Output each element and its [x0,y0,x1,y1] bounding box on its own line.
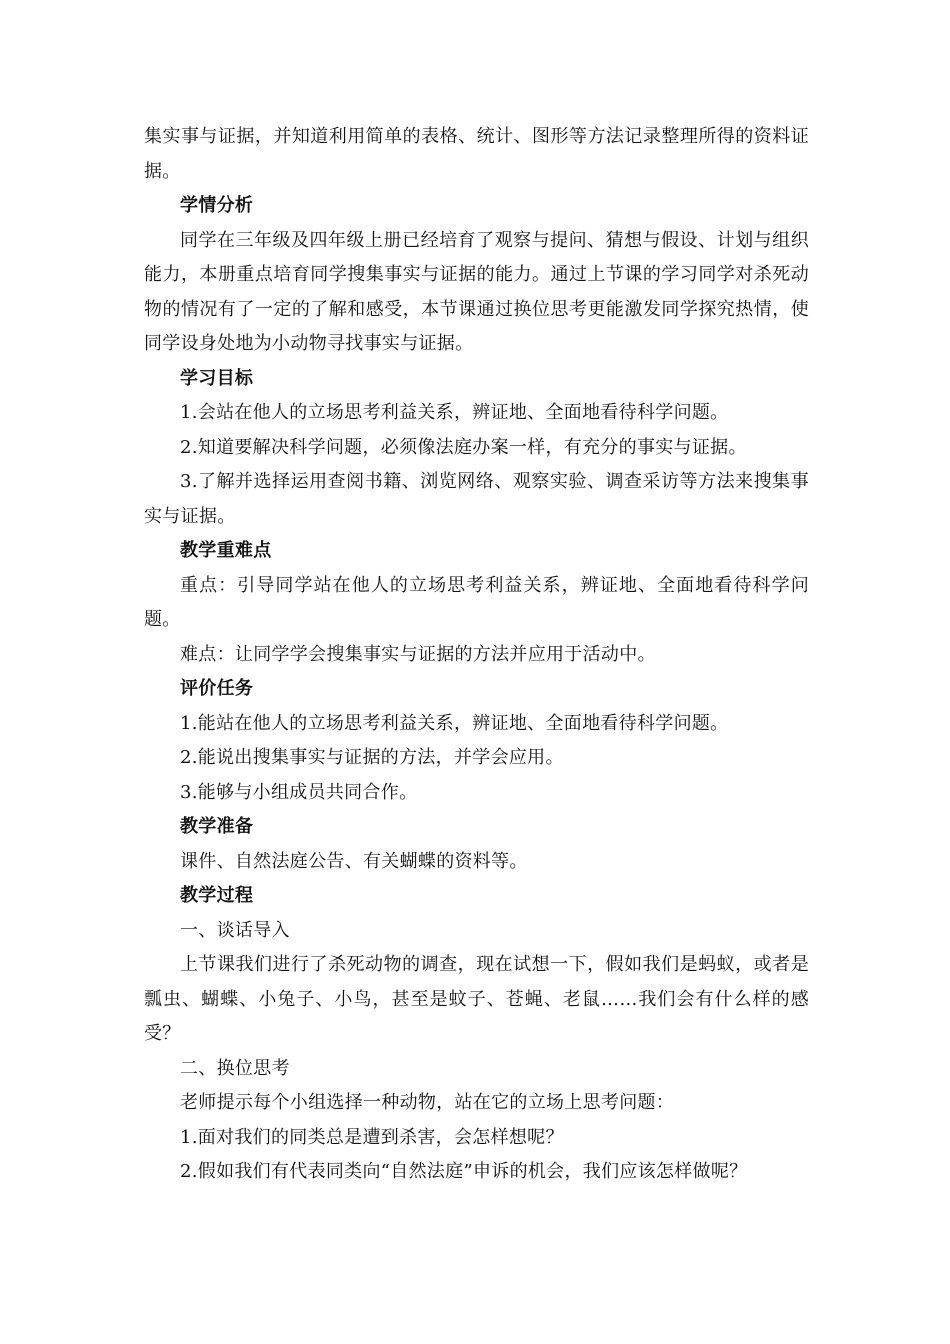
paragraph-difficult-point: 难点：让同学学会搜集事实与证据的方法并应用于活动中。 [180,643,656,665]
section-heading-teaching-preparation: 教学准备 [180,816,254,837]
list-item-goal-2: 2.知道要解决科学问题，必须像法庭办案一样，有充分的事实与证据。 [180,436,747,458]
paragraph-continuation: 集实事与证据，并知道利用简单的表格、统计、图形等方法记录整理所得的资料证据。 [144,126,809,182]
list-item-task-1: 1.能站在他人的立场思考利益关系，辨证地、全面地看待科学问题。 [180,712,729,734]
list-item-task-3: 3.能够与小组成员共同合作。 [180,781,418,803]
subheading-introduction: 一、谈话导入 [180,919,290,941]
section-heading-key-points: 教学重难点 [180,540,272,561]
section-heading-evaluation-tasks: 评价任务 [180,678,254,699]
document-page [144,120,809,1190]
list-item-goal-3: 3.了解并选择运用查阅书籍、浏览网络、观察实验、调查采访等方法来搜集事实与证据。 [144,471,809,527]
paragraph-introduction: 上节课我们进行了杀死动物的调查，现在试想一下，假如我们是蚂蚁，或者是瓢虫、蝴蝶、小兔子、小鸟，甚至是蚊子、苍蝇、老鼠……我们会有什么样的感受？ [144,954,809,1044]
subheading-perspective-thinking: 二、换位思考 [180,1057,290,1079]
section-heading-learning-analysis: 学情分析 [180,195,254,216]
list-item-goal-1: 1.会站在他人的立场思考利益关系，辨证地、全面地看待科学问题。 [180,402,729,423]
list-item-question-1: 1.面对我们的同类总是遭到杀害，会怎样想呢？ [180,1126,564,1148]
section-heading-learning-goals: 学习目标 [180,367,254,389]
section-heading-teaching-process: 教学过程 [180,885,254,906]
paragraph-preparation: 课件、自然法庭公告、有关蝴蝶的资料等。 [180,850,528,872]
list-item-question-2: 2.假如我们有代表同类向“自然法庭”申诉的机会，我们应该怎样做呢？ [180,1161,748,1182]
paragraph-perspective-prompt: 老师提示每个小组选择一种动物，站在它的立场上思考问题： [180,1092,675,1113]
paragraph-key-point: 重点：引导同学站在他人的立场思考利益关系，辨证地、全面地看待科学问题。 [144,574,809,630]
list-item-task-2: 2.能说出搜集事实与证据的方法，并学会应用。 [180,747,564,768]
paragraph-learning-analysis: 同学在三年级及四年级上册已经培育了观察与提问、猜想与假设、计划与组织能力，本册重点培育同学搜集事实与证据的能力。通过上节课的学习同学对杀死动物的情况有了一定的了解和感受，本节课通过换位思考更能激发同学探究热情，使同学设身处地为小动物寻找事实与证据。 [144,229,809,354]
